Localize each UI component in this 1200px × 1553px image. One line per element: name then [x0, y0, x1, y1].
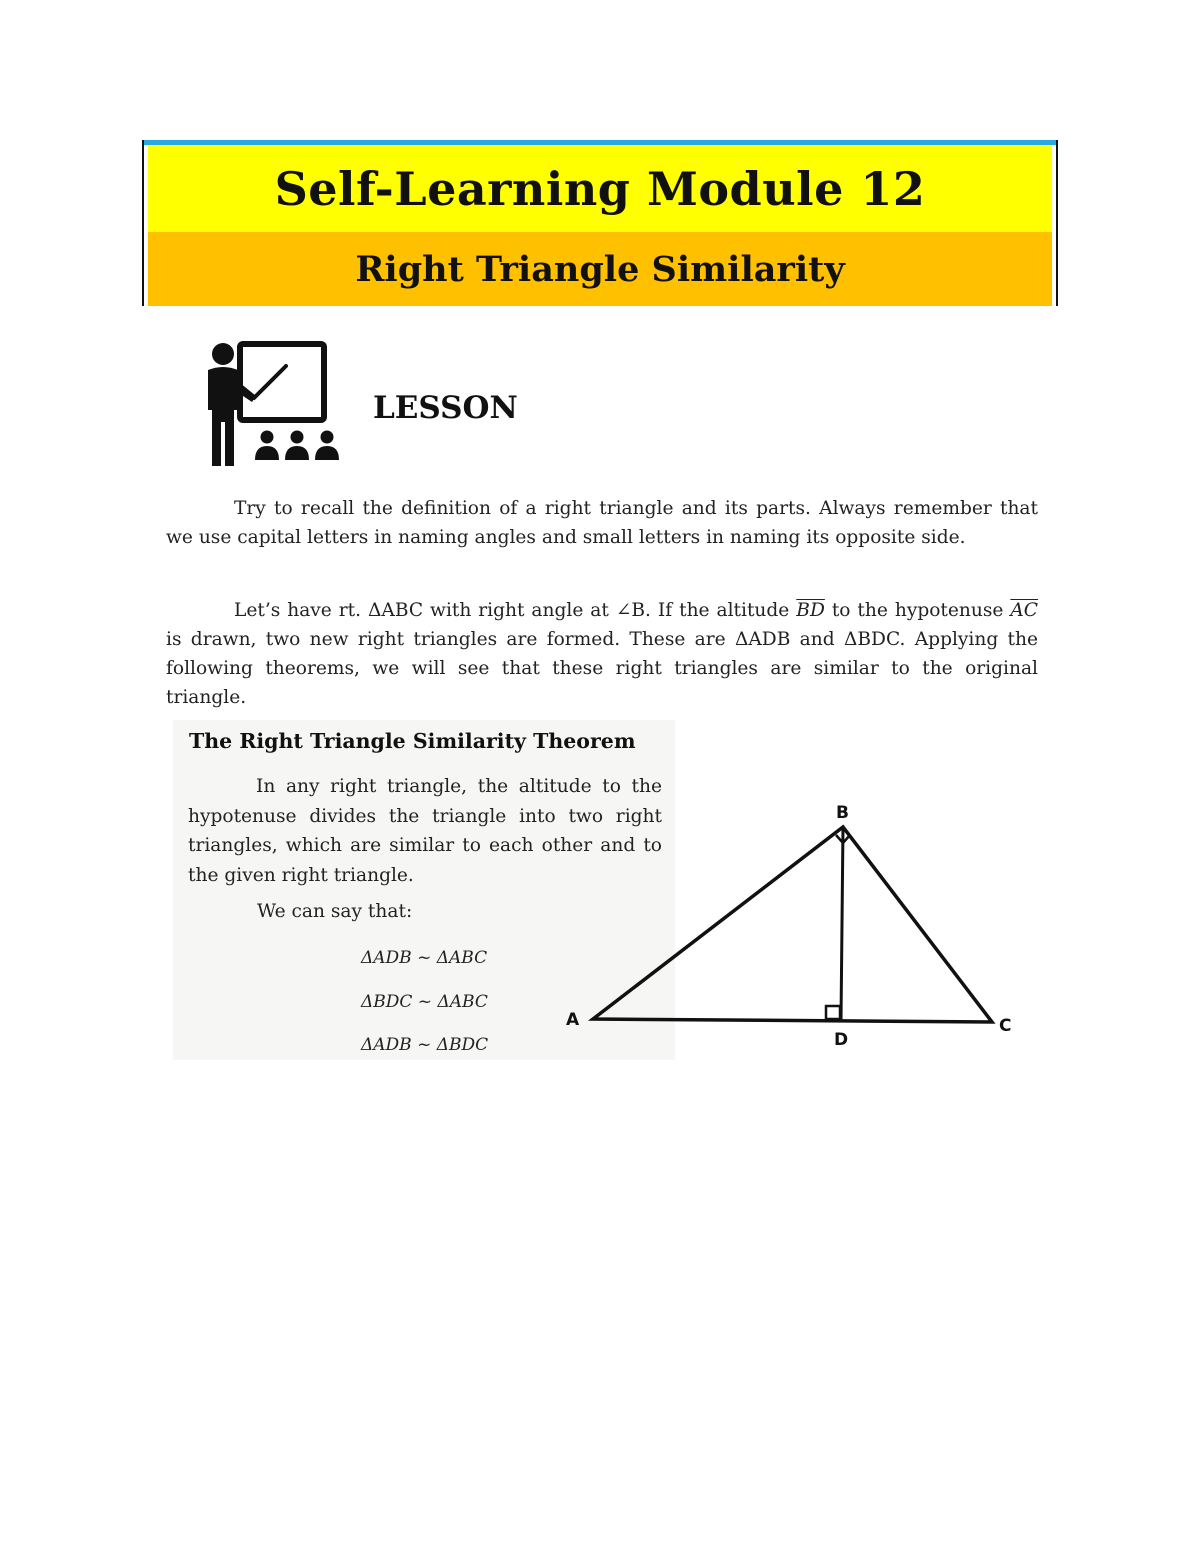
altitude-text-a: Let’s have rt. ΔABC with right angle at ∠B. If the altitude	[234, 600, 797, 621]
theorem-title: The Right Triangle Similarity Theorem	[189, 729, 636, 753]
vertex-label-d: D	[834, 1030, 849, 1050]
module-subtitle: Right Triangle Similarity	[355, 248, 845, 290]
vertex-label-c: C	[999, 1016, 1012, 1036]
right-triangle-figure	[555, 795, 1035, 1060]
banner-title-band	[148, 145, 1052, 232]
similarity-relation-3: ΔADB ~ ΔBDC	[361, 1035, 489, 1055]
banner-subtitle-band	[148, 232, 1052, 306]
lesson-heading: LESSON	[373, 390, 518, 426]
similarity-relation-1: ΔADB ~ ΔABC	[361, 948, 488, 968]
theorem-statement-text: In any right triangle, the altitude to the hypotenuse divides the triangle into two right triangles, which are similar to each other and to the given right triangle.	[188, 776, 662, 886]
similarity-relation-2: ΔBDC ~ ΔABC	[361, 992, 488, 1012]
intro-paragraph-text: Try to recall the definition of a right triangle and its parts. Always remember that we use capital letters in naming angles and small letters in naming its opposite side.	[166, 498, 1038, 548]
altitude-paragraph	[166, 596, 1038, 712]
segment-bd: $\overline{BD}$	[796, 600, 825, 621]
module-title: Self-Learning Module 12	[274, 161, 926, 216]
module-banner	[142, 140, 1058, 306]
right-angle-mark-d	[826, 1006, 840, 1019]
intro-paragraph	[166, 494, 1038, 552]
teacher-presentation-icon	[198, 338, 346, 468]
altitude-text-c: is drawn, two new right triangles are formed. These are ΔADB and ΔBDC. Applying the following theorems, we will see that these right triangles are similar to the original triangle.	[166, 629, 1038, 708]
triangle-abc	[593, 827, 992, 1022]
segment-ac: $\overline{AC}$	[1010, 600, 1039, 621]
vertex-label-a: A	[566, 1010, 580, 1030]
vertex-label-b: B	[836, 803, 849, 823]
say-that-label: We can say that:	[257, 901, 413, 922]
altitude-bd	[841, 827, 843, 1020]
altitude-text-b: to the hypotenuse	[824, 600, 1011, 621]
